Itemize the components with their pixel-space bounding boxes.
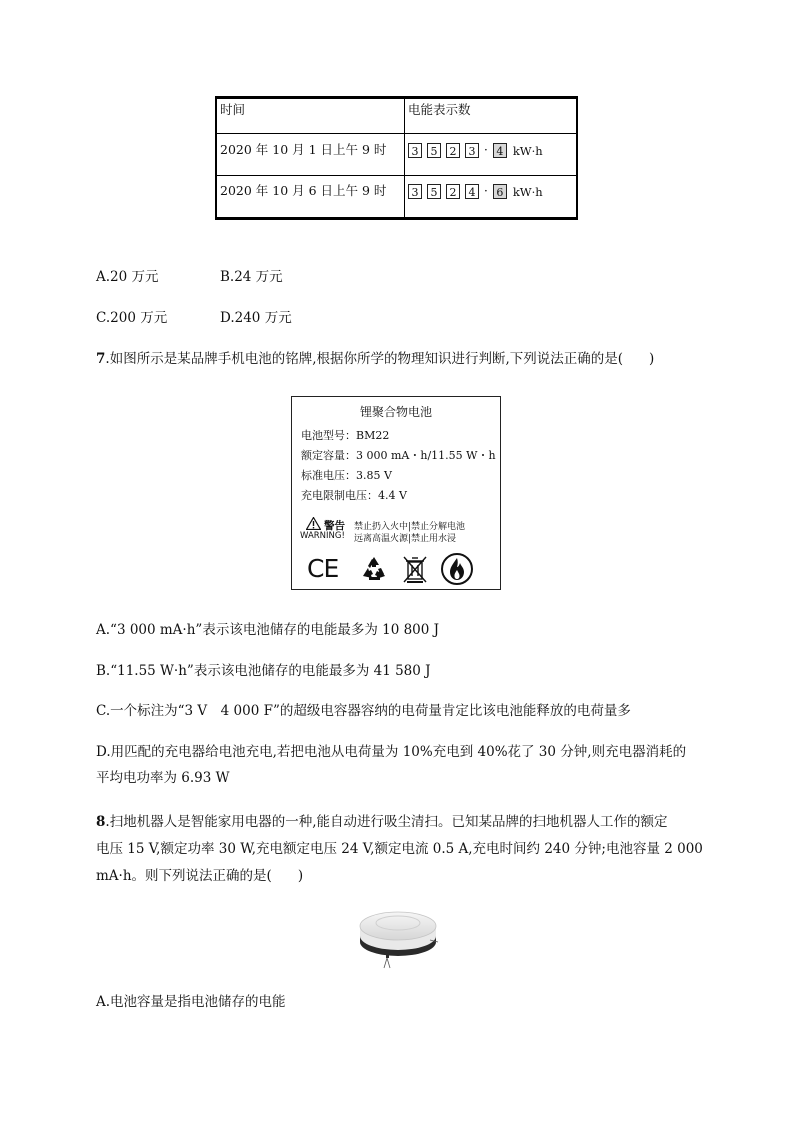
- recycle-icon: [359, 554, 389, 584]
- q6-option-a: A.20 万元: [96, 269, 159, 285]
- question-8-line-3: [96, 867, 303, 885]
- question-7-stem: [96, 350, 654, 368]
- warning-line-2: 远离高温火源|禁止用水浸: [354, 534, 457, 544]
- nameplate-capacity: 额定容量：3 000 mA・h/11.55 W・h: [301, 449, 496, 462]
- battery-nameplate: [291, 396, 501, 590]
- table-header-time: 时间: [220, 102, 246, 117]
- meter-digit: 2: [446, 184, 460, 199]
- robot-vacuum-image: [356, 902, 440, 970]
- decimal-point: ·: [484, 184, 488, 198]
- table-row-divider: [215, 133, 578, 134]
- meter-digit: 5: [427, 143, 441, 158]
- meter-decimal-digit: 6: [493, 184, 507, 199]
- meter-unit: kW·h: [512, 184, 543, 199]
- q7-option-a: A.“3 000 mA·h”表示该电池储存的电能最多为 10 800 J: [96, 622, 440, 638]
- meter-digits: [408, 184, 543, 199]
- warning-triangle-icon: [306, 517, 321, 530]
- question-text: mA·h。则下列说法正确的是(: [96, 868, 272, 884]
- no-trash-bin-icon: [401, 554, 429, 584]
- ce-mark-icon: CE: [307, 554, 339, 583]
- table-left-border: [215, 96, 217, 220]
- question-text: .如图所示是某品牌手机电池的铭牌,根据你所学的物理知识进行判断,下列说法正确的是(: [105, 351, 624, 367]
- meter-reading-table: [215, 96, 578, 220]
- nameplate-voltage: 标准电压：3.85 V: [301, 469, 392, 482]
- q8-option-a: A.电池容量是指电池储存的电能: [96, 994, 286, 1010]
- nameplate-charge-limit: 充电限制电压：4.4 V: [301, 489, 407, 502]
- table-row-time: 2020 年 10 月 1 日上午 9 时: [220, 142, 387, 157]
- table-header-reading: 电能表示数: [408, 102, 471, 117]
- question-number: 7: [96, 351, 106, 367]
- question-number: 8: [96, 814, 106, 830]
- meter-digit: 3: [408, 143, 422, 158]
- meter-digit: 3: [408, 184, 422, 199]
- q7-option-d-line-1: D.用匹配的充电器给电池充电,若把电池从电荷量为 10%充电到 40%花了 30 分钟,则充电器消耗的: [96, 744, 687, 760]
- meter-digit: 3: [465, 143, 479, 158]
- warning-english: WARNING!: [300, 531, 345, 541]
- question-8-line-1: [96, 813, 668, 831]
- q6-option-d: D.240 万元: [220, 310, 292, 326]
- question-8-line-2: 电压 15 V,额定功率 30 W,充电额定电压 24 V,额定电流 0.5 A,充电时间约 240 分钟;电池容量 2 000: [96, 841, 703, 857]
- meter-unit: kW·h: [512, 143, 543, 158]
- meter-digits: [408, 143, 543, 158]
- table-row-divider: [215, 175, 578, 176]
- nameplate-model: 电池型号：BM22: [301, 429, 390, 442]
- q7-option-c: C.一个标注为“3 V 4 000 F”的超级电容器容纳的电荷量肯定比该电池能释放的电荷量多: [96, 703, 631, 719]
- q6-option-c: C.200 万元: [96, 310, 168, 326]
- meter-digit: 5: [427, 184, 441, 199]
- table-column-divider: [404, 96, 405, 220]
- nameplate-title: 锂聚合物电池: [359, 405, 432, 419]
- answer-paren-close: ): [297, 868, 304, 884]
- no-fire-icon: [440, 552, 474, 586]
- table-top-border: [215, 96, 578, 99]
- warning-line-1: 禁止扔入火中|禁止分解电池: [354, 522, 466, 532]
- table-right-border: [576, 96, 578, 220]
- decimal-point: ·: [484, 143, 488, 157]
- q7-option-b: B.“11.55 W·h”表示该电池储存的电能最多为 41 580 J: [96, 663, 431, 679]
- answer-paren-close: ): [649, 351, 655, 367]
- meter-digit: 4: [465, 184, 479, 199]
- table-row-time: 2020 年 10 月 6 日上午 9 时: [220, 183, 387, 198]
- table-bottom-border: [215, 217, 578, 220]
- meter-digit: 2: [446, 143, 460, 158]
- question-text: .扫地机器人是智能家用电器的一种,能自动进行吸尘清扫。已知某品牌的扫地机器人工作的额定: [105, 814, 668, 830]
- meter-decimal-digit: 4: [493, 143, 507, 158]
- q6-option-b: B.24 万元: [220, 269, 283, 285]
- warning-label: 警告: [324, 520, 345, 532]
- q7-option-d-line-2: 平均电功率为 6.93 W: [96, 770, 230, 786]
